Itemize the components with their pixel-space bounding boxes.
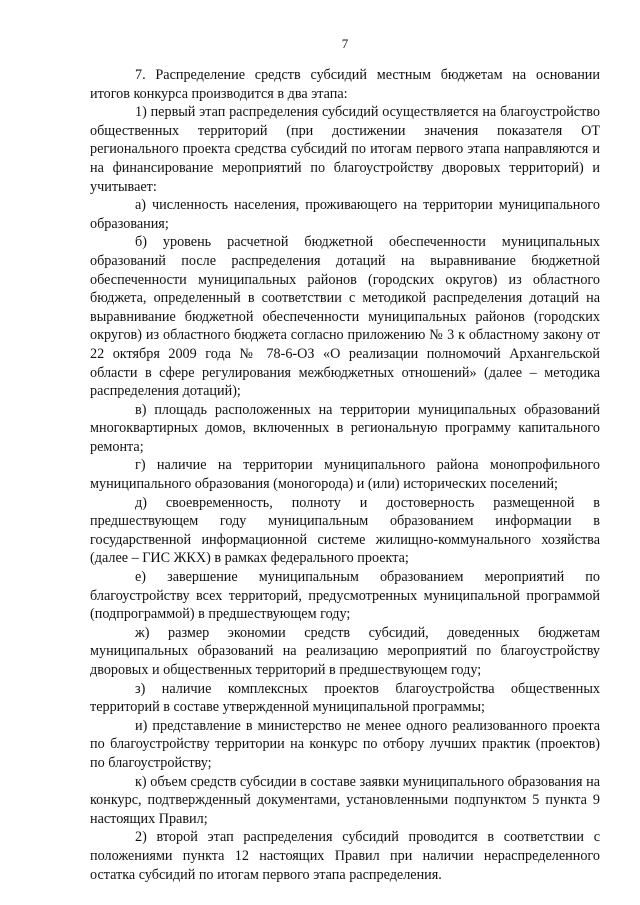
paragraph-criterion-z: з) наличие комплексных проектов благоустройства общественных территорий в составе утвержденной муниципальной программы;	[90, 680, 600, 716]
paragraph-criterion-zh: ж) размер экономии средств субсидий, доведенных бюджетам муниципальных образований на реализацию мероприятий по благоустройству дворовых и общественных территорий в предшествующем году;	[90, 624, 600, 678]
paragraph-criterion-g: г) наличие на территории муниципального района монопрофильного муниципального образования (моногорода) и (или) исторических поселений;	[90, 457, 600, 493]
document-body	[90, 66, 600, 884]
paragraph-criterion-k: к) объем средств субсидии в составе заявки муниципального образования на конкурс, подтвержденный документами, установленными подпунктом 5 пункта 9 настоящих Правил;	[90, 773, 600, 827]
paragraph-criterion-i: и) представление в министерство не менее одного реализованного проекта по благоустройству территории на конкурс по отбору лучших практик (проектов) по благоустройству;	[90, 717, 600, 771]
paragraph-criterion-a: а) численность населения, проживающего на территории муниципального образования;	[90, 197, 600, 232]
paragraph-criterion-e: е) завершение муниципальным образованием мероприятий по благоустройству всех территорий, предусмотренных муниципальной программой (подпрограммой) в предшествующем году;	[90, 569, 600, 623]
paragraph-item-7: 7. Распределение средств субсидий местным бюджетам на основании итогов конкурса производится в два этапа:	[90, 67, 600, 102]
paragraph-criterion-b: б) уровень расчетной бюджетной обеспеченности муниципальных образований после распределения дотаций на выравнивание бюджетной обеспеченности муниципальных районов (городских округов) из областного бюджета, определенный в соответствии с методикой распределения дотаций на выравнивание бюджетной обеспеченности муниципальных районов (городских округов) из областного бюджета согласно приложению № 3 к областному закону от 22 октября 2009 года № 78-6-ОЗ «О реализации полномочий Архангельской области в сфере регулирования межбюджетных отношений» (далее – методика распределения дотаций);	[90, 234, 600, 400]
page-number: 7	[341, 36, 349, 51]
paragraph-criterion-d: д) своевременность, полноту и достоверность размещенной в предшествующем году муниципальным образованием информации в государственной информационной системе жилищно-коммунального хозяйства (далее – ГИС ЖКХ) в рамках федерального проекта;	[90, 494, 600, 567]
paragraph-criterion-v: в) площадь расположенных на территории муниципальных образований многоквартирных домов, включенных в региональную программу капитального ремонта;	[90, 401, 600, 455]
paragraph-stage-2: 2) второй этап распределения субсидий проводится в соответствии с положениями пункта 12 настоящих Правил при наличии нераспределенного остатка субсидий по итогам первого этапа распределения.	[90, 829, 600, 883]
paragraph-stage-1: 1) первый этап распределения субсидий осуществляется на благоустройство общественных территорий (при достижении значения показателя ОТ регионального проекта средства субсидий по итогам первого этапа направляются и на финансирование мероприятий по благоустройству дворовых территорий) и учитывает:	[90, 104, 600, 195]
